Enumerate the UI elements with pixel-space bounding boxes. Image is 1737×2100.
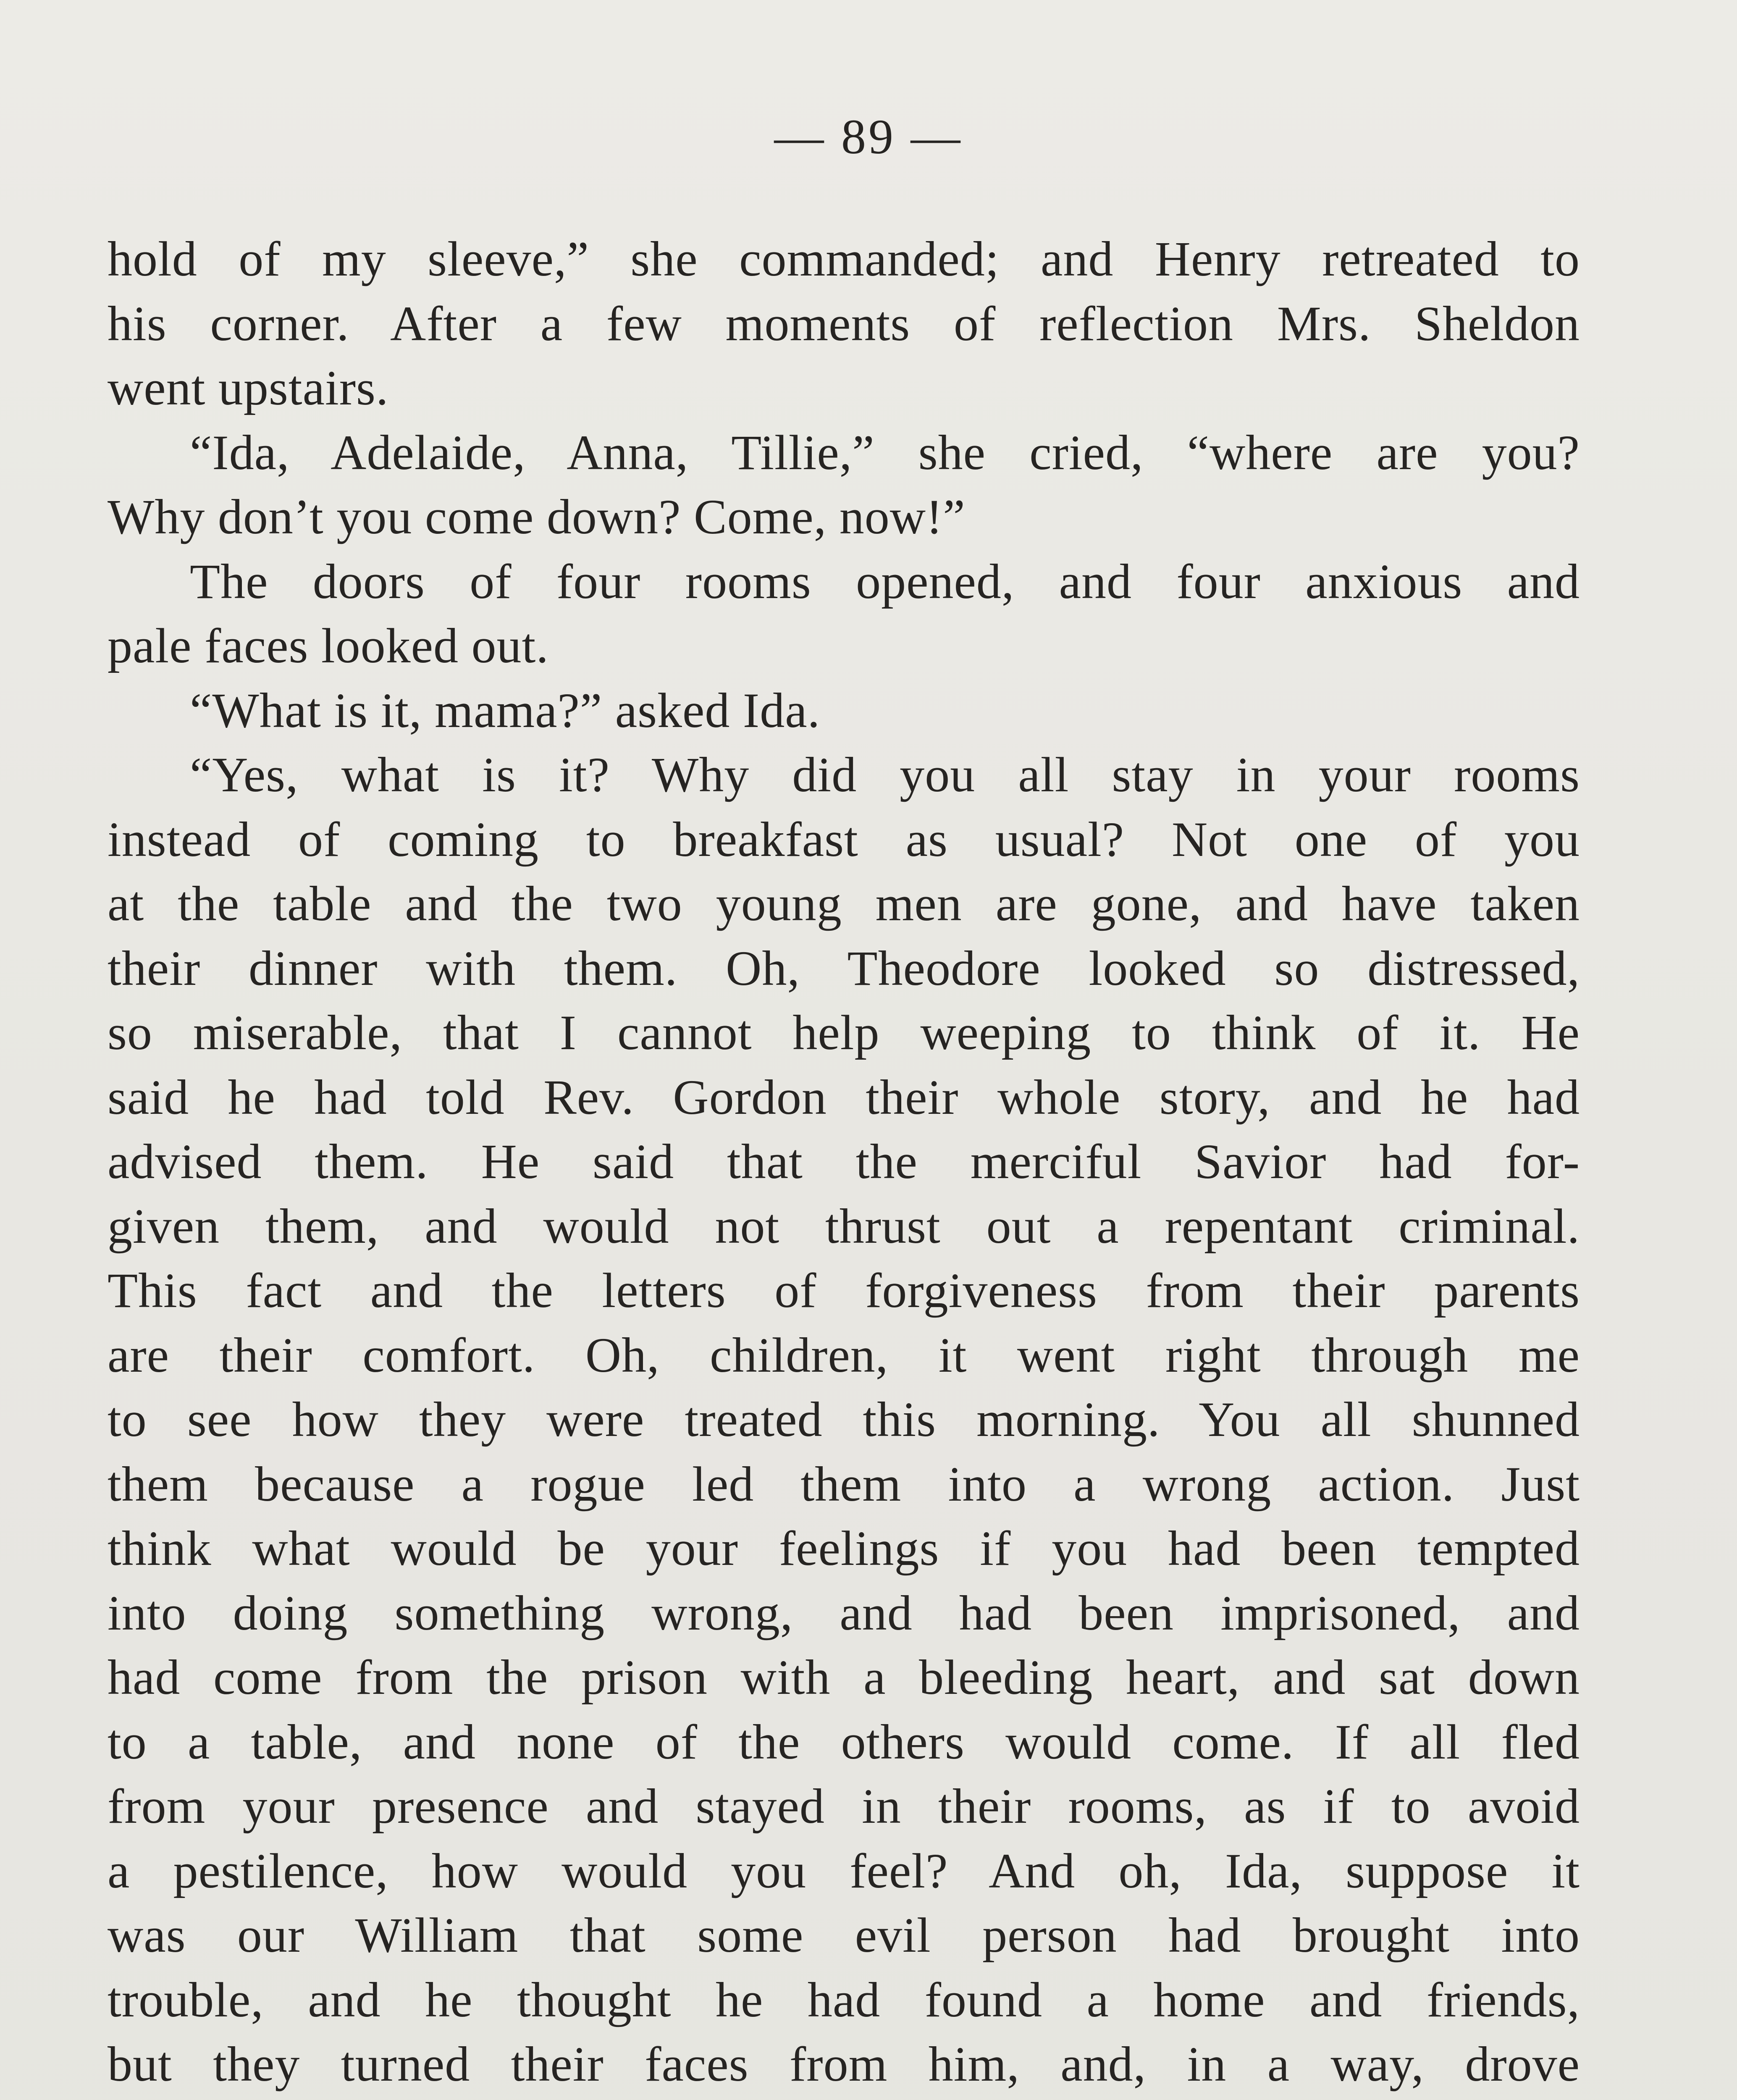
text-line: their dinner with them. Oh, Theodore looked so distressed, [108, 940, 1580, 996]
text-line: to a table, and none of the others would come. If all fled [108, 1714, 1580, 1769]
text-line: instead of coming to breakfast as usual? Not one of you [108, 811, 1580, 867]
text-line: was our William that some evil person had brought into [108, 1908, 1580, 1963]
text-line: trouble, and he thought he had found a home and friends, [108, 1972, 1580, 2027]
text-line: to see how they were treated this morning. You all shunned [108, 1392, 1580, 1447]
text-line: so miserable, that I cannot help weeping to think of it. He [108, 1005, 1580, 1060]
text-line: pale faces looked out. [108, 618, 549, 673]
text-line: had come from the prison with a bleeding heart, and sat down [108, 1650, 1580, 1705]
text-line: hold of my sleeve,” she commanded; and Henry retreated to [108, 231, 1580, 286]
text-line: are their comfort. Oh, children, it went right through me [108, 1327, 1580, 1383]
text-line: advised them. He said that the merciful Savior had for- [108, 1134, 1580, 1189]
body-text [108, 227, 1580, 2100]
text-line: from your presence and stayed in their rooms, as if to avoid [108, 1779, 1580, 1834]
text-line: The doors of four rooms opened, and four anxious and [190, 554, 1580, 609]
text-line: a pestilence, how would you feel? And oh, Ida, suppose it [108, 1843, 1580, 1898]
text-line: into doing something wrong, and had been imprisoned, and [108, 1585, 1580, 1641]
text-line: given them, and would not thrust out a repentant criminal. [108, 1198, 1580, 1254]
text-line: “What is it, mama?” asked Ida. [190, 682, 821, 738]
text-line: This fact and the letters of forgiveness from their parents [108, 1263, 1580, 1318]
text-line: Why don’t you come down? Come, now!” [108, 489, 966, 544]
text-line: them because a rogue led them into a wrong action. Just [108, 1456, 1580, 1512]
text-line: “Ida, Adelaide, Anna, Tillie,” she cried, “where are you? [190, 425, 1580, 480]
text-line: “Yes, what is it? Why did you all stay in your rooms [190, 747, 1580, 802]
text-line: his corner. After a few moments of reflection Mrs. Sheldon [108, 296, 1580, 351]
text-line [108, 2097, 1580, 2100]
text-line: but they turned their faces from him, and, in a way, drove [108, 2037, 1580, 2092]
text-line: said he had told Rev. Gordon their whole story, and he had [108, 1069, 1580, 1125]
page-number: — 89 — [774, 109, 963, 164]
text-line: at the table and the two young men are gone, and have taken [108, 876, 1580, 931]
text-line: think what would be your feelings if you had been tempted [108, 1521, 1580, 1576]
text-line: went upstairs. [108, 360, 389, 415]
